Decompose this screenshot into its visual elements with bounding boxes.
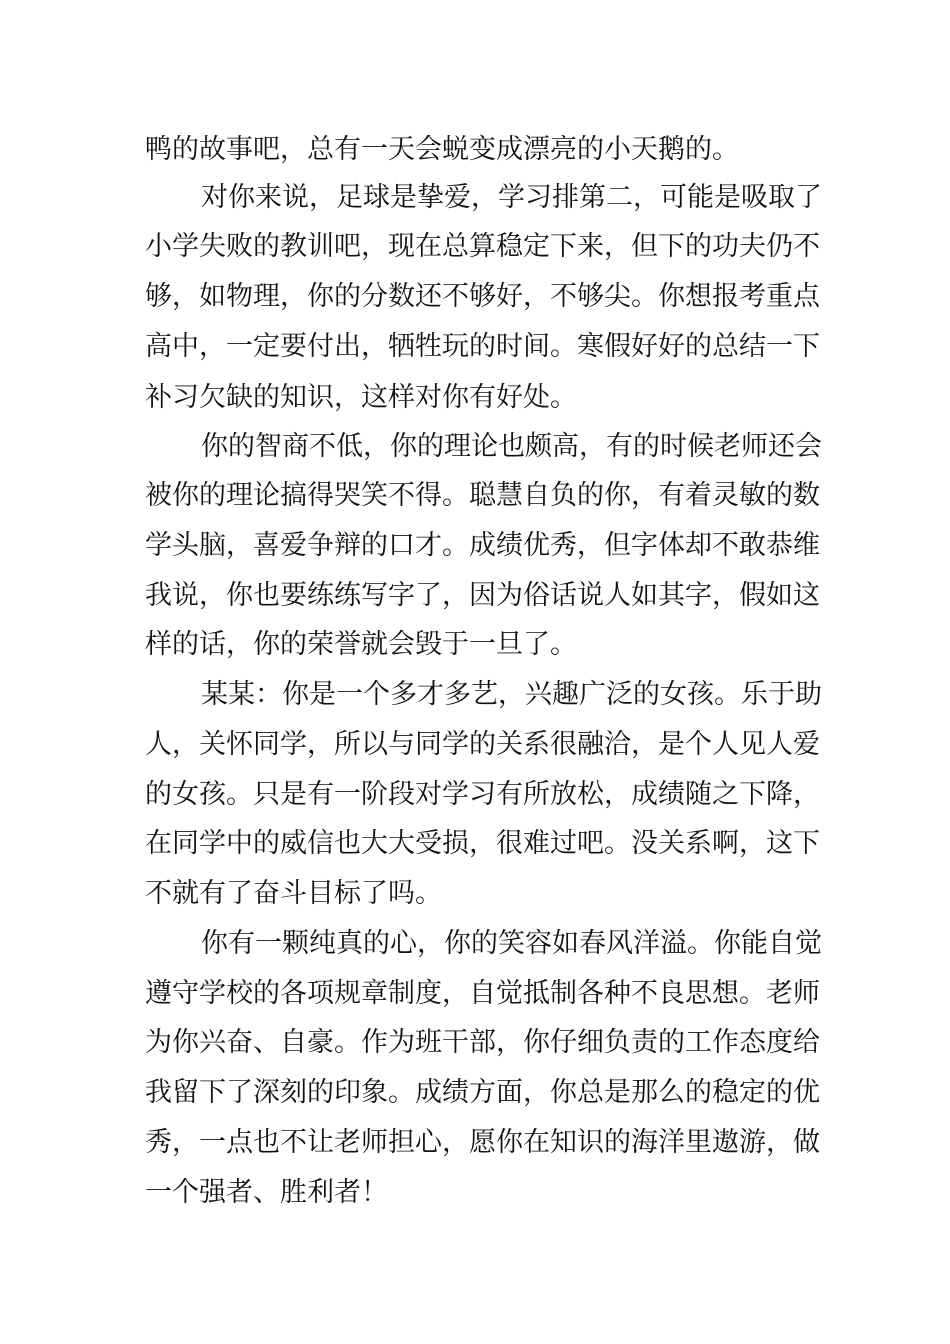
text-line: 补习欠缺的知识，这样对你有好处。 [145,382,577,413]
text-line: 不就有了奋斗目标了吗。 [145,878,442,909]
text-line: 一个强者、胜利者！ [145,1177,388,1208]
text-line: 的女孩。只是有一阶段对学习有所放松，成绩随之下降， [145,779,820,810]
text-line: 够，如物理，你的分数还不够好，不够尖。你想报考重点 [145,281,820,312]
text-line: 遵守学校的各项规章制度，自觉抵制各种不良思想。老师 [145,978,820,1009]
text-line: 在同学中的威信也大大受损，很难过吧。没关系啊，这下 [145,828,820,859]
text-line: 我说，你也要练练写字了，因为俗话说人如其字，假如这 [145,580,820,611]
text-line: 为你兴奋、自豪。作为班干部，你仔细负责的工作态度给 [145,1027,820,1058]
paragraph-first-line: 对你来说，足球是挚爱，学习排第二，可能是吸取了 [201,182,822,213]
text-line: 人，关怀同学，所以与同学的关系很融洽，是个人见人爱 [145,729,820,760]
paragraph-first-line: 某某：你是一个多才多艺，兴趣广泛的女孩。乐于助 [201,679,822,710]
text-line: 样的话，你的荣誉就会毁于一旦了。 [145,629,577,660]
text-line: 我留下了深刻的印象。成绩方面，你总是那么的稳定的优 [145,1077,820,1108]
paragraph-first-line: 你的智商不低，你的理论也颇高，有的时候老师还会 [201,431,822,462]
paragraph-first-line: 你有一颗纯真的心，你的笑容如春风洋溢。你能自觉 [201,928,822,959]
text-line: 学头脑，喜爱争辩的口才。成绩优秀，但字体却不敢恭维 [145,530,820,561]
text-line: 鸭的故事吧，总有一天会蜕变成漂亮的小天鹅的。 [145,134,739,165]
text-line: 小学失败的教训吧，现在总算稳定下来，但下的功夫仍不 [145,231,820,262]
text-line: 秀，一点也不让老师担心，愿你在知识的海洋里遨游，做 [145,1127,820,1158]
text-line: 高中，一定要付出，牺牲玩的时间。寒假好好的总结一下 [145,331,820,362]
text-line: 被你的理论搞得哭笑不得。聪慧自负的你，有着灵敏的数 [145,480,820,511]
